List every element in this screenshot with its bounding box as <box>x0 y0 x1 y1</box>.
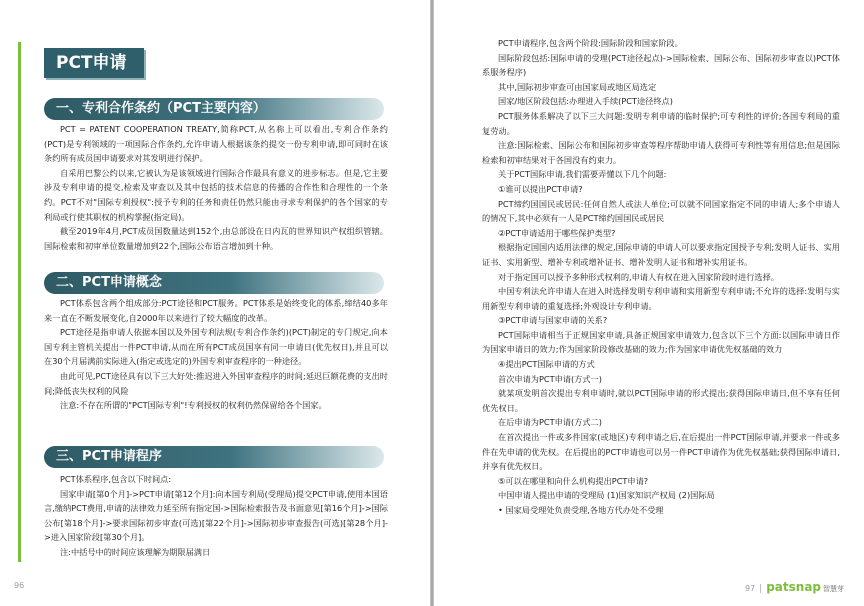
paragraph: 就某项发明首次提出专利申请时,就以PCT国际申请的形式提出;获得国际申请日,但不享有任何优先权日。 <box>482 388 840 413</box>
paragraph: 在后申请为PCT申请(方式二) <box>498 417 602 428</box>
paragraph: PCT途径是指申请人依据本国以及外国专利法规(专利合作条约)(PCT)制定的专门规定,向本国专利主管机关提出一件PCT申请,从而在所有PCT成员国享有同一申请日(优先权日),并且可以在30个月届满前实际进入(指定或选定的)外国专利审查程序的一种途径。 <box>44 327 388 367</box>
paragraph: 对于指定国可以授予多种形式权利的,申请人有权在进入国家阶段时进行选择。 <box>498 271 779 282</box>
brand-logo: patsnap <box>766 580 821 594</box>
paragraph: PCT申请程序,包含两个阶段:国际阶段和国家阶段。 <box>498 38 683 48</box>
accent-bar <box>18 42 21 562</box>
paragraph: 注意:不存在所谓的"PCT国际专利"!专利授权的权利仍然保留给各个国家。 <box>60 400 327 411</box>
paragraph: 国家/地区阶段包括:办理进入手续(PCT途径终点) <box>498 96 673 107</box>
paragraph: PCT服务体系解决了以下三大问题:发明专利申请的临时保护;可专利性的评价;各国专利局的重复劳动。 <box>482 110 840 136</box>
paragraph: 根据指定国国内适用法律的规定,国际申请的申请人可以要求指定国授予专利;发明人证书、实用证书、实用新型、增补专利或增补证书、增补发明人证书和增补实用证书。 <box>482 242 840 267</box>
paragraph: 国家申请[第0个月]->PCT申请[第12个月]:向本国专利局(受理局)提交PCT申请,使用本国语言,缴纳PCT费用,申请的法律效力延至所有指定国->国际检索报告及书面意见[第16个月]->国际公布[第18个月]->要求国际初步审查(可选)[第22个月]->国际初步审查报告(可选)[第28个月]->进入国家阶段[第30个月]。 <box>44 488 388 543</box>
footer-separator: | <box>759 584 763 594</box>
paragraph: 注意:国际检索、国际公布和国际初步审查等程序帮助申请人获得可专利性等有用信息;但是国际检索和初审结果对于各国没有约束力。 <box>482 140 840 165</box>
paragraph: 首次申请为PCT申请(方式一) <box>498 373 602 384</box>
section-3-body <box>44 472 388 560</box>
page-number: 96 <box>14 581 25 590</box>
right-page-body <box>482 36 840 518</box>
paragraph: 中国专利法允许申请人在进入时选择发明专利申请和实用新型专利申请;不允许的选择:发明与实用新型专利申请的重复选择;外观设计专利申请。 <box>482 286 840 311</box>
paragraph: 中国申请人提出申请的受理局 (1)国家知识产权局 (2)国际局 <box>498 490 715 501</box>
question-heading: ③PCT申请与国家申请的关系? <box>498 315 608 326</box>
paragraph: 截至2019年4月,PCT成员国数量达到152个,由总部设在日内瓦的世界知识产权组织管辖。国际检索和初审单位数量增加到22个,国际公布语言增加到十种。 <box>44 226 388 251</box>
question-heading: ⑤可以在哪里和向什么机构提出PCT申请? <box>498 475 649 486</box>
bullet-item: • 国家局受理处负责受理,各地方代办处不受理 <box>498 505 664 515</box>
left-page <box>0 0 430 606</box>
brand-footer <box>745 580 844 594</box>
paragraph: 在首次提出一件或多件国家(或地区)专利申请之后,在后提出一件PCT国际申请,并要求一件或多件在先申请的优先权。在后提出的PCT申请也可以另一件PCT申请作为优先权基础;获得国际申请日,并享有优先权日。 <box>482 432 840 472</box>
right-page <box>434 0 864 606</box>
paragraph: 自采用巴黎公约以来,它被认为是该领域进行国际合作最具有意义的进步标志。但是,它主要涉及专利申请的提交,检索及审查以及其中包括的技术信息的传播的合作性和合理性的一个条约。PCT不对"国际专利授权":授予专利的任务和责任仍然只能由寻求专利保护的各个国家的专利局或行使其职权的机构掌握(指定局)。 <box>44 167 388 222</box>
question-heading: ①谁可以提出PCT申请? <box>498 183 583 194</box>
paragraph: PCT缔约国国民或居民:任何自然人或法人单位;可以就不同国家指定不同的申请人;多个申请人的情况下,其中必须有一人是PCT缔约国国民或居民 <box>482 198 840 224</box>
paragraph: PCT体系程序,包含以下时间点: <box>60 474 172 484</box>
section-heading-1: 一、专利合作条约（PCT主要内容） <box>44 98 384 120</box>
paragraph: PCT = PATENT COOPERATION TREATY,简称PCT,从名称上可以看出,专利合作条约(PCT)是专利领域的一项国际合作条约,允许申请人根据该条约提交一份专利申请,即可同时在该条约所有成员国申请要求对其发明进行保护。 <box>44 124 388 164</box>
paragraph: 其中,国际初步审查可由国家局或地区局选定 <box>498 81 657 92</box>
question-heading: ④提出PCT国际申请的方式 <box>498 359 595 370</box>
question-heading: ②PCT申请适用于哪些保护类型? <box>498 227 616 238</box>
section-2-body <box>44 296 388 413</box>
brand-subtitle: 智慧芽 <box>823 585 844 593</box>
section-heading-3: 三、PCT申请程序 <box>44 446 384 468</box>
paragraph: 由此可见,PCT途径具有以下三大好处:推迟进入外国审查程序的时间;延迟巨额花费的支出时间;降低丧失权利的风险 <box>44 370 388 396</box>
page-number: 97 <box>744 584 756 593</box>
paragraph: PCT体系包含两个组成部分:PCT途径和PCT服务。PCT体系是始终变化的体系,缔结40多年来一直在不断发展变化,自2000年以来进行了较大幅度的改革。 <box>44 298 388 323</box>
paragraph: PCT国际申请相当于正规国家申请,具备正规国家申请效力,包含以下三个方面:以国际申请日作为国家申请日的效力;作为国家阶段修改基础的效力;作为国家申请优先权基础的效力 <box>482 329 840 355</box>
paragraph: 关于PCT国际申请,我们需要弄懂以下几个问题: <box>498 169 667 180</box>
page-title: PCT申请 <box>44 48 144 78</box>
section-1-body <box>44 122 388 253</box>
paragraph: 注:中括号中的时间应该理解为期限届满日 <box>60 546 211 557</box>
section-heading-2: 二、PCT申请概念 <box>44 272 384 294</box>
paragraph: 国际阶段包括:国际申请的受理(PCT途径起点)->国际检索、国际公布、国际初步审查以)PCT体系服务程序) <box>482 52 840 78</box>
